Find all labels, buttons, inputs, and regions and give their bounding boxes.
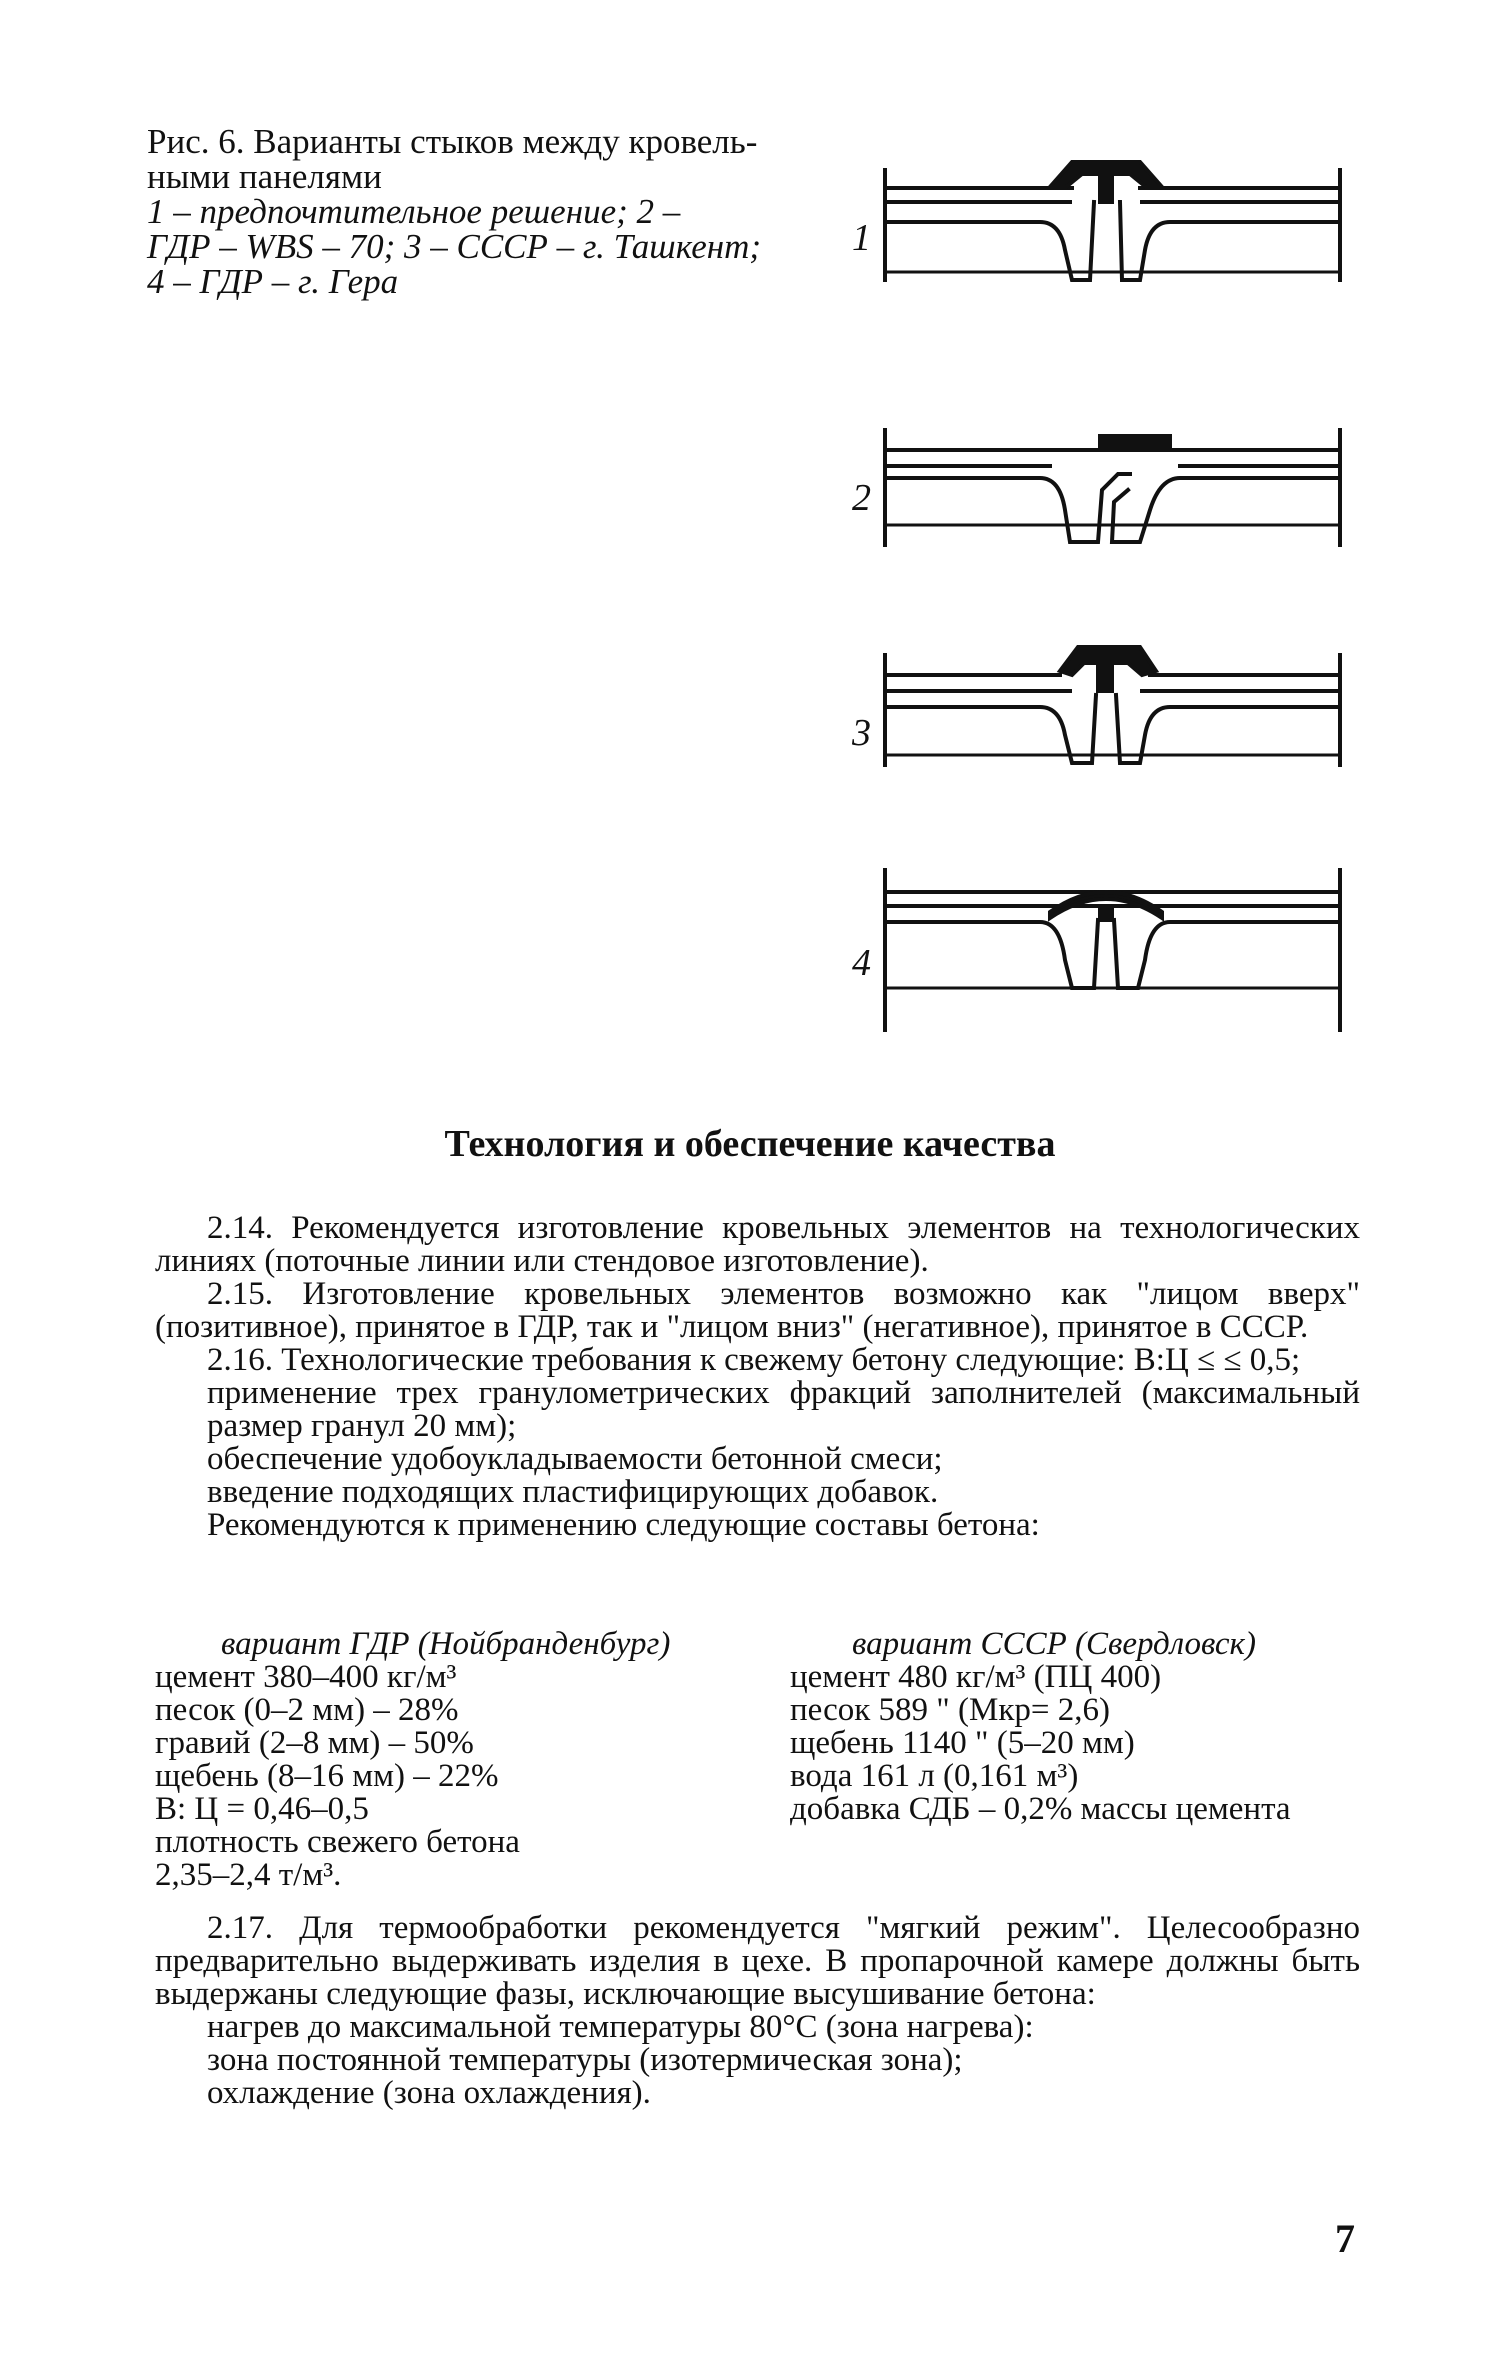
recipe-gdr-line: песок (0–2 мм) – 28% [155,1692,459,1728]
caption-title-cont: ными панелями [147,157,382,196]
variant-label-3: 3 [852,712,871,754]
caption-item-3: 4 – ГДР – г. Гера [147,262,399,301]
paragraph-2-14: 2.14. Рекомендуется изготовление кровельных элементов на технологических линиях (поточные линии или стендовое изготовление). [155,1210,1360,1279]
recipe-ussr-line: добавка СДБ – 0,2% массы цемента [790,1791,1291,1827]
joint-variant-1 [852,162,1340,280]
requirement-fractions: применение трех гранулометрических фракций заполнителей (максимальный размер гранул 20 мм); [207,1375,1360,1444]
paragraph-2-17-block [155,1912,1360,2110]
recipe-ussr-line: вода 161 л (0,161 м³) [790,1758,1079,1794]
joint-variant-2 [852,430,1340,545]
joint-variant-4 [852,870,1340,1030]
recipe-gdr-line: гравий (2–8 мм) – 50% [155,1725,474,1761]
recipe-ussr-line: цемент 480 кг/м³ (ПЦ 400) [790,1659,1162,1695]
section-heading: Технология и обеспечение качества [444,1123,1056,1165]
paragraph-2-17: 2.17. Для термообработки рекомендуется "мягкий режим". Целесообразно предварительно выдерживать изделия в цехе. В пропарочной камере должны быть выдержаны следующие фазы, исключающие высушивание бетона: [155,1910,1360,2012]
page-number: 7 [1335,2216,1355,2261]
phase-cooling: охлаждение (зона охлаждения). [207,2075,651,2111]
recipe-ussr-header: вариант СССР (Свердловск) [852,1626,1256,1662]
recipes-intro: Рекомендуются к применению следующие составы бетона: [207,1507,1040,1543]
recipe-gdr-line: цемент 380–400 кг/м³ [155,1659,457,1695]
variant-label-1: 1 [852,217,871,259]
variant-label-4: 4 [852,942,871,984]
requirement-additives: введение подходящих пластифицирующих добавок. [207,1474,939,1510]
recipe-ussr [790,1628,1370,1826]
recipe-gdr-line: 2,35–2,4 т/м³. [155,1857,342,1893]
paragraphs-block [155,1212,1360,1542]
figure-caption [147,124,847,299]
joint-variants-figure [850,140,1380,1045]
paragraph-2-16: 2.16. Технологические требования к свежему бетону следующие: В:Ц ≤ ≤ 0,5; [207,1342,1301,1378]
recipe-gdr-line: щебень (8–16 мм) – 22% [155,1758,499,1794]
caption-title: Рис. 6. Варианты стыков между кровель- [147,122,758,161]
variant-label-2: 2 [852,477,871,519]
recipe-ussr-line: песок 589 " (Мкр= 2,6) [790,1692,1110,1728]
recipe-gdr-header: вариант ГДР (Нойбранденбург) [221,1626,671,1662]
requirement-workability: обеспечение удобоукладываемости бетонной смеси; [207,1441,943,1477]
recipe-gdr-line: В: Ц = 0,46–0,5 [155,1791,369,1827]
caption-item-2: ГДР – WBS – 70; 3 – СССР – г. Ташкент; [147,227,762,266]
caption-item-1: 1 – предпочтительное решение; 2 – [147,192,681,231]
phase-isothermal: зона постоянной температуры (изотермическая зона); [207,2042,963,2078]
phase-heating: нагрев до максимальной температуры 80°С (зона нагрева): [207,2009,1034,2045]
recipe-gdr [155,1628,715,1892]
joint-variant-3 [851,647,1340,765]
paragraph-2-15: 2.15. Изготовление кровельных элементов возможно как "лицом вверх" (позитивное), принятое в ГДР, так и "лицом вниз" (негативное), принятое в СССР. [155,1276,1360,1345]
recipe-gdr-line: плотность свежего бетона [155,1824,520,1860]
recipe-ussr-line: щебень 1140 " (5–20 мм) [790,1725,1135,1761]
